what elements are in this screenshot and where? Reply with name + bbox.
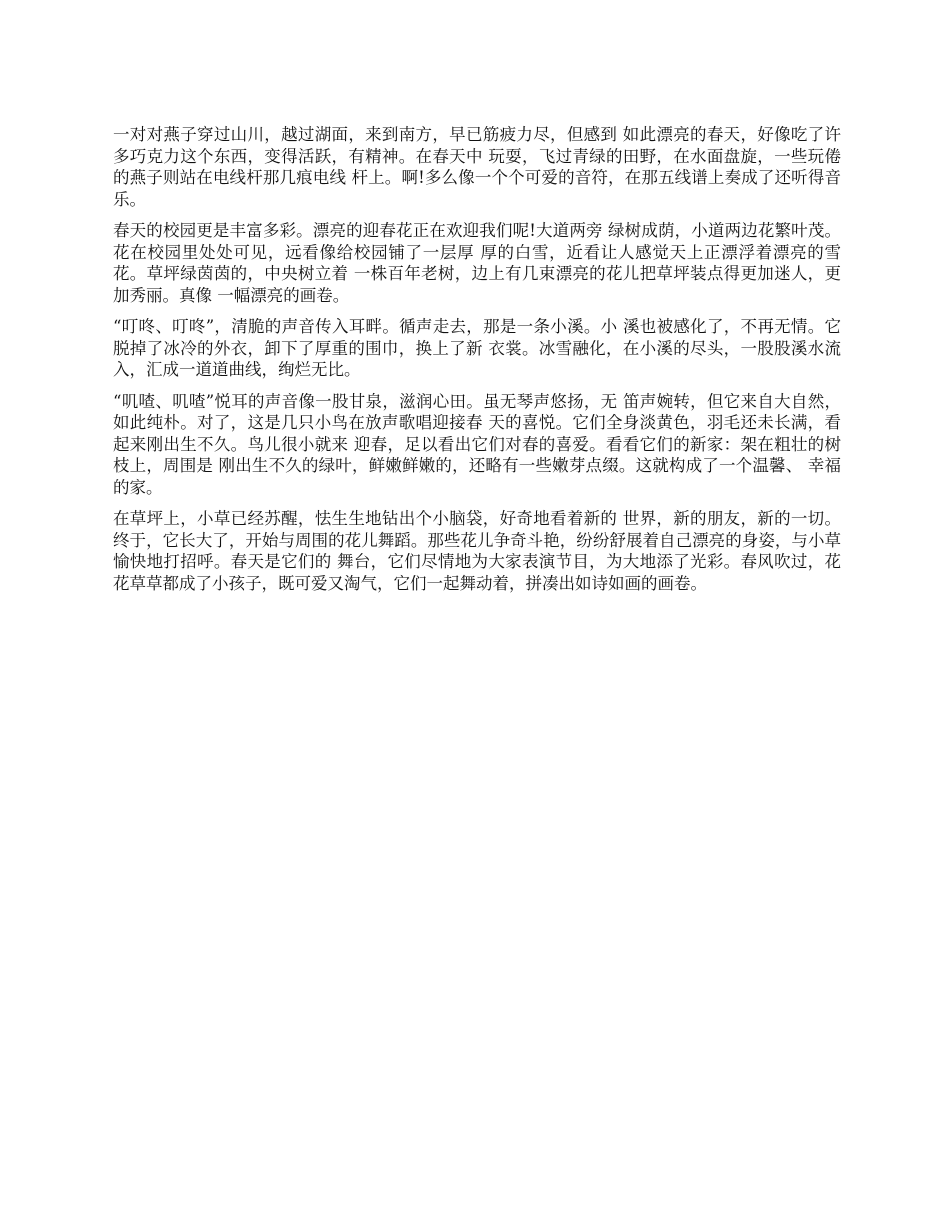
paragraph-grass: 在草坪上，小草已经苏醒，怯生生地钻出个小脑袋，好奇地看着新的 世界，新的朋友，新的一切。终于，它长大了，开始与周围的花儿舞蹈。那些花儿争奇斗艳，纷纷舒展着自己漂亮的身姿，与小草愉快地打招呼。春天是它们的 舞台，它们尽情地为大家表演节目，为大地添了光彩。春风吹过，花花草草都成了小孩子，既可爱又淘气，它们一起舞动着，拼凑出如诗如画的画卷。 — [113, 509, 841, 593]
paragraph-stream: “叮咚、叮咚”，清脆的声音传入耳畔。循声走去，那是一条小溪。小 溪也被感化了，不再无情。它脱掉了冰冷的外衣，卸下了厚重的围巾，换上了新 衣裳。冰雪融化，在小溪的尽头，一股股溪水流入，汇成一道道曲线，绚烂无比。 — [113, 317, 841, 379]
document-body — [113, 124, 841, 604]
paragraph-birds: “叽喳、叽喳”悦耳的声音像一股甘泉，滋润心田。虽无琴声悠扬，无 笛声婉转，但它来自大自然，如此纯朴。对了，这是几只小鸟在放声歌唱迎接春 天的喜悦。它们全身淡黄色，羽毛还未长满，看起来刚出生不久。鸟儿很小就来 迎春，足以看出它们对春的喜爱。看看它们的新家：架在粗壮的树枝上，周围是 刚出生不久的绿叶，鲜嫩鲜嫩的，还略有一些嫩芽点缀。这就构成了一个温馨、 幸福的家。 — [113, 391, 841, 497]
paragraph-campus: 春天的校园更是丰富多彩。漂亮的迎春花正在欢迎我们呢!大道两旁 绿树成荫，小道两边花繁叶茂。花在校园里处处可见，远看像给校园铺了一层厚 厚的白雪，近看让人感觉天上正漂浮着漂亮的雪花。草坪绿茵茵的，中央树立着 一株百年老树，边上有几束漂亮的花儿把草坪装点得更加迷人，更加秀丽。真像 一幅漂亮的画卷。 — [113, 221, 841, 305]
paragraph-swallows: 一对对燕子穿过山川，越过湖面，来到南方，早已筋疲力尽，但感到 如此漂亮的春天，好像吃了许多巧克力这个东西，变得活跃，有精神。在春天中 玩耍，飞过青绿的田野，在水面盘旋，一些玩倦的燕子则站在电线杆那几痕电线 杆上。啊!多么像一个个可爱的音符，在那五线谱上奏成了还听得音乐。 — [113, 125, 841, 209]
